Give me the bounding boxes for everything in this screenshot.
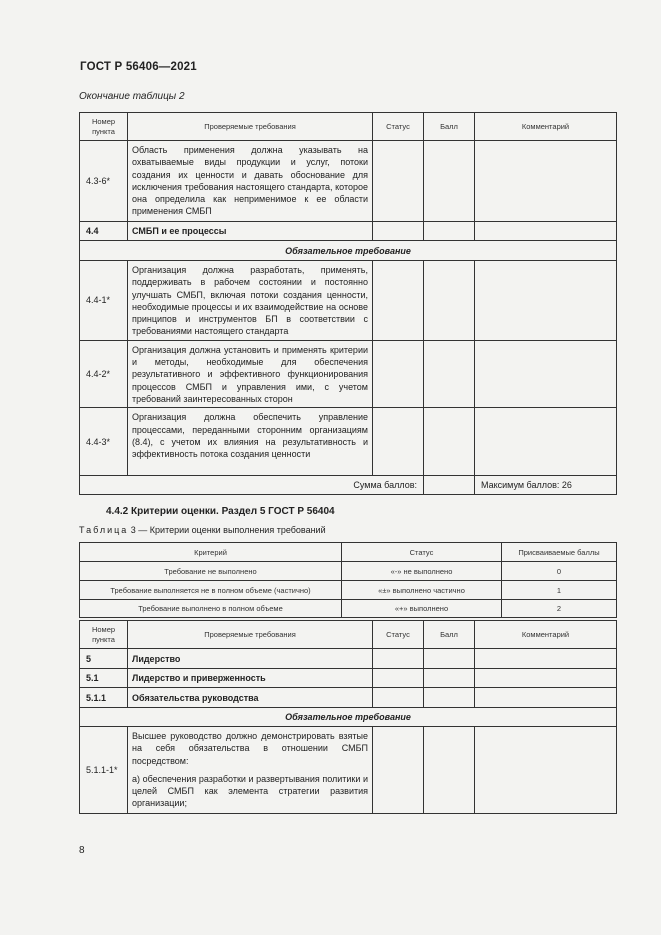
- table3-caption: [79, 525, 326, 535]
- header-status: Статус: [373, 113, 424, 141]
- table-row: [80, 340, 617, 407]
- row-number: 5.1: [80, 669, 128, 688]
- criterion-text: Требование не выполнено: [80, 562, 342, 581]
- comment-cell[interactable]: [475, 408, 617, 476]
- section-title: СМБП и ее процессы: [128, 222, 373, 241]
- header-comment: Комментарий: [475, 621, 617, 649]
- section-heading: 4.4.2 Критерии оценки. Раздел 5 ГОСТ Р 56404: [106, 506, 335, 517]
- criteria-row: [80, 562, 617, 581]
- header-req: Проверяемые требования: [128, 113, 373, 141]
- criterion-points: 0: [502, 562, 617, 581]
- sum-label: Сумма баллов:: [80, 476, 424, 495]
- comment-cell[interactable]: [475, 727, 617, 814]
- table-row: [80, 727, 617, 814]
- comment-cell[interactable]: [475, 261, 617, 341]
- requirements-table-continued: [79, 112, 617, 495]
- row-number: 4.4-2*: [80, 340, 128, 407]
- header-num: Номер пункта: [80, 621, 128, 649]
- criterion-text: Требование выполняется не в полном объеме (частично): [80, 581, 342, 600]
- header-status: Статус: [373, 621, 424, 649]
- table-caption: Окончание таблицы 2: [79, 91, 185, 102]
- status-cell[interactable]: [373, 222, 424, 241]
- page-number: 8: [79, 845, 85, 856]
- mandatory-row: [80, 241, 617, 261]
- table-row: [80, 222, 617, 241]
- criteria-header-row: [80, 543, 617, 562]
- header-score: Балл: [424, 113, 475, 141]
- criteria-row: [80, 600, 617, 618]
- criteria-header-criterion: Критерий: [80, 543, 342, 562]
- status-cell[interactable]: [373, 688, 424, 708]
- header-num: Номер пункта: [80, 113, 128, 141]
- score-cell[interactable]: [424, 727, 475, 814]
- status-cell[interactable]: [373, 727, 424, 814]
- row-number: 5: [80, 649, 128, 669]
- requirement-text: Организация должна установить и применять критерии и методы, необходимые для обеспечения результативного и эффективного функционирования процессов СМБП и управления ими, с учетом требований заинтересованных сторон: [128, 340, 373, 407]
- criteria-table: [79, 542, 617, 618]
- section-title: Лидерство и приверженность: [128, 669, 373, 688]
- table-row: [80, 261, 617, 341]
- row-number: 4.4: [80, 222, 128, 241]
- row-number: 4.3-6*: [80, 141, 128, 222]
- comment-cell[interactable]: [475, 141, 617, 222]
- score-cell[interactable]: [424, 688, 475, 708]
- table-row: [80, 408, 617, 476]
- status-cell[interactable]: [373, 340, 424, 407]
- status-cell[interactable]: [373, 408, 424, 476]
- requirement-text-item-a: а) обеспечения разработки и развертывания политики и целей СМБП как элемента стратегии развития организации;: [132, 773, 368, 809]
- score-cell[interactable]: [424, 649, 475, 669]
- requirement-text: Область применения должна указывать на охватываемые виды продукции и услуг, потоки создания их ценности и давать обоснование для исключения требования настоящего стандарта, которое она определила как неприменимое к ее области применения СМБП: [128, 141, 373, 222]
- score-cell[interactable]: [424, 408, 475, 476]
- requirement-text: [128, 727, 373, 814]
- criteria-header-status: Статус: [342, 543, 502, 562]
- status-cell[interactable]: [373, 649, 424, 669]
- comment-cell[interactable]: [475, 669, 617, 688]
- requirement-text: Организация должна обеспечить управление процессами, переданными сторонним организациям (8.4), с учетом их влияния на результативность и эффективность потока создания ценности: [128, 408, 373, 476]
- criterion-status: «±» выполнено частично: [342, 581, 502, 600]
- row-number: 5.1.1-1*: [80, 727, 128, 814]
- status-cell[interactable]: [373, 261, 424, 341]
- criterion-status: «+» выполнено: [342, 600, 502, 618]
- table-header-row: [80, 621, 617, 649]
- score-cell[interactable]: [424, 141, 475, 222]
- criterion-points: 2: [502, 600, 617, 618]
- criterion-text: Требование выполнено в полном объеме: [80, 600, 342, 618]
- score-cell[interactable]: [424, 222, 475, 241]
- score-cell[interactable]: [424, 340, 475, 407]
- table-header-row: [80, 113, 617, 141]
- table-word: Таблица: [79, 525, 129, 535]
- header-comment: Комментарий: [475, 113, 617, 141]
- criterion-points: 1: [502, 581, 617, 600]
- table-row: [80, 688, 617, 708]
- mandatory-requirement-label: Обязательное требование: [80, 241, 617, 261]
- status-cell[interactable]: [373, 141, 424, 222]
- score-cell[interactable]: [424, 261, 475, 341]
- table-row: [80, 141, 617, 222]
- row-number: 4.4-3*: [80, 408, 128, 476]
- header-score: Балл: [424, 621, 475, 649]
- criterion-status: «-» не выполнено: [342, 562, 502, 581]
- row-number: 4.4-1*: [80, 261, 128, 341]
- document-title: ГОСТ Р 56406—2021: [80, 61, 197, 73]
- status-cell[interactable]: [373, 669, 424, 688]
- header-req: Проверяемые требования: [128, 621, 373, 649]
- row-number: 5.1.1: [80, 688, 128, 708]
- table-row: [80, 649, 617, 669]
- table3-caption-text: 3 — Критерии оценки выполнения требований: [128, 525, 326, 535]
- requirement-text-intro: Высшее руководство должно демонстрировать взятые на себя обязательства в отношении СМБП посредством:: [132, 731, 368, 766]
- comment-cell[interactable]: [475, 688, 617, 708]
- section-title: Обязательства руководства: [128, 688, 373, 708]
- comment-cell[interactable]: [475, 222, 617, 241]
- requirements-table: [79, 620, 617, 814]
- criteria-header-points: Присваиваемые баллы: [502, 543, 617, 562]
- mandatory-requirement-label: Обязательное требование: [80, 708, 617, 727]
- section-title: Лидерство: [128, 649, 373, 669]
- comment-cell[interactable]: [475, 649, 617, 669]
- sum-row: [80, 476, 617, 495]
- score-cell[interactable]: [424, 669, 475, 688]
- comment-cell[interactable]: [475, 340, 617, 407]
- max-score-label: Максимум баллов: 26: [475, 476, 617, 495]
- mandatory-row: [80, 708, 617, 727]
- sum-score-cell[interactable]: [424, 476, 475, 495]
- criteria-row: [80, 581, 617, 600]
- table-row: [80, 669, 617, 688]
- requirement-text: Организация должна разработать, применять, поддерживать в рабочем состоянии и постоянно улучшать СМБП, включая потоки создания ценности, необходимые процессы и их взаимодействие на основе принципов и инструментов БП в соответствии с требованиями настоящего стандарта: [128, 261, 373, 341]
